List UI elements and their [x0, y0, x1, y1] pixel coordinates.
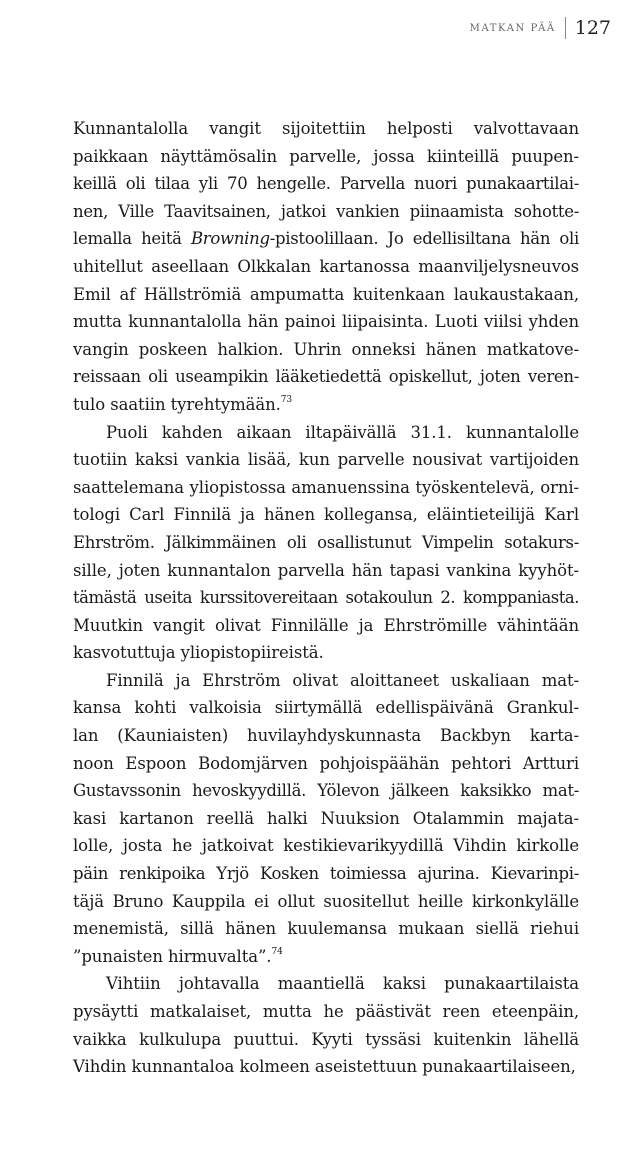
text-line: Emil af Hällströmiä ampumatta kuitenkaan laukaustakaan, — [73, 284, 579, 304]
text-line: tologi Carl Finnilä ja hänen kollegansa, eläintieteilijä Karl — [73, 505, 579, 525]
paragraph — [73, 419, 579, 667]
text-line: nen, Ville Taavitsainen, jatkoi vankien piinaamista sohotte- — [73, 201, 579, 221]
text-line: Puoli kahden aikaan iltapäivällä 31.1. kunnantalolle — [106, 422, 579, 442]
text-line: lolle, josta he jatkoivat kestikievarikyydillä Vihdin kirkolle — [73, 836, 579, 856]
text-line: kasvotuttuja yliopistopiireistä. — [73, 643, 324, 663]
text-line: Vihdin kunnantaloa kolmeen aseistettuun punakaartilaiseen, — [73, 1057, 576, 1077]
page-number: 127 — [574, 17, 611, 39]
text-line: täjä Bruno Kauppila ei ollut suositellut heille kirkonkylälle — [73, 891, 579, 911]
text-line: Muutkin vangit olivat Finnilälle ja Ehrströmille vähintään — [73, 615, 579, 635]
header-divider — [565, 17, 566, 39]
text-segment: ”punaisten hirmuvalta”. — [73, 946, 272, 966]
text-line: päin renkipoika Yrjö Kosken toimiessa ajurina. Kievarinpi- — [73, 864, 579, 884]
text-line: tuotiin kaksi vankia lisää, kun parvelle nousivat vartijoiden — [73, 450, 579, 470]
footnote-marker[interactable]: 73 — [280, 394, 293, 405]
text-line: vangin poskeen halkion. Uhrin onneksi hänen matkatove- — [73, 339, 579, 359]
text-segment: -pistoolillaan. Jo edellisiltana hän oli — [269, 229, 579, 249]
text-line: mutta kunnantalolla hän painoi liipaisinta. Luoti viilsi yhden — [73, 312, 579, 332]
running-head — [470, 17, 611, 39]
text-line — [73, 391, 579, 419]
text-line: Gustavssonin hevoskyydillä. Yölevon jälkeen kaksikko mat- — [73, 781, 579, 801]
text-line: Kunnantalolla vangit sijoitettiin helposti valvottavaan — [73, 119, 579, 138]
paragraph — [73, 970, 579, 1080]
text-line: noon Espoon Bodomjärven pohjoispäähän pehtori Artturi — [73, 753, 579, 773]
text-line: kansa kohti valkoisia siirtymällä edellispäivänä Grankul- — [73, 698, 579, 718]
text-line: tämästä useita kurssitovereitaan sotakoulun 2. komppaniasta. — [73, 588, 579, 608]
body-text — [73, 115, 579, 1081]
text-line: keillä oli tilaa yli 70 hengelle. Parvella nuori punakaartilai- — [73, 174, 579, 194]
paragraph — [73, 667, 579, 971]
text-line: lan (Kauniaisten) huvilayhdyskunnasta Backbyn karta- — [73, 726, 579, 746]
text-line: Ehrström. Jälkimmäinen oli osallistunut Vimpelin sotakurs- — [73, 532, 579, 552]
text-line: menemistä, sillä hänen kuulemansa mukaan siellä riehui — [73, 919, 579, 939]
text-line: uhitellut aseellaan Olkkalan kartanossa maanviljelysneuvos — [73, 256, 579, 276]
italic-term: Browning — [190, 229, 270, 249]
text-segment: lemalla heitä — [73, 229, 191, 249]
running-title: MATKAN PÄÄ — [469, 22, 556, 34]
text-line: Finnilä ja Ehrström olivat aloittaneet uskaliaan mat- — [106, 670, 579, 690]
text-line: saattelemana yliopistossa amanuenssina työskentelevä, orni- — [73, 477, 579, 497]
text-line: Vihtiin johtavalla maantiellä kaksi punakaartilaista — [106, 974, 579, 994]
text-line: reissaan oli useampikin lääketiedettä opiskellut, joten veren- — [73, 367, 579, 387]
text-line: pysäytti matkalaiset, mutta he päästivät reen eteenpäin, — [73, 1002, 579, 1021]
text-segment: tulo saatiin tyrehtymään. — [73, 394, 281, 414]
text-line: paikkaan näyttämösalin parvelle, jossa kiinteillä puupen- — [73, 146, 579, 166]
paragraph — [73, 115, 579, 419]
text-line: vaikka kulkulupa puuttui. Kyyti tyssäsi kuitenkin lähellä — [73, 1029, 579, 1049]
text-line — [73, 943, 579, 971]
text-line: kasi kartanon reellä halki Nuuksion Otalammin majata- — [73, 808, 579, 828]
text-line — [73, 225, 579, 253]
text-line: sille, joten kunnantalon parvella hän tapasi vankina kyyhöt- — [73, 560, 579, 580]
footnote-marker[interactable]: 74 — [271, 946, 283, 957]
